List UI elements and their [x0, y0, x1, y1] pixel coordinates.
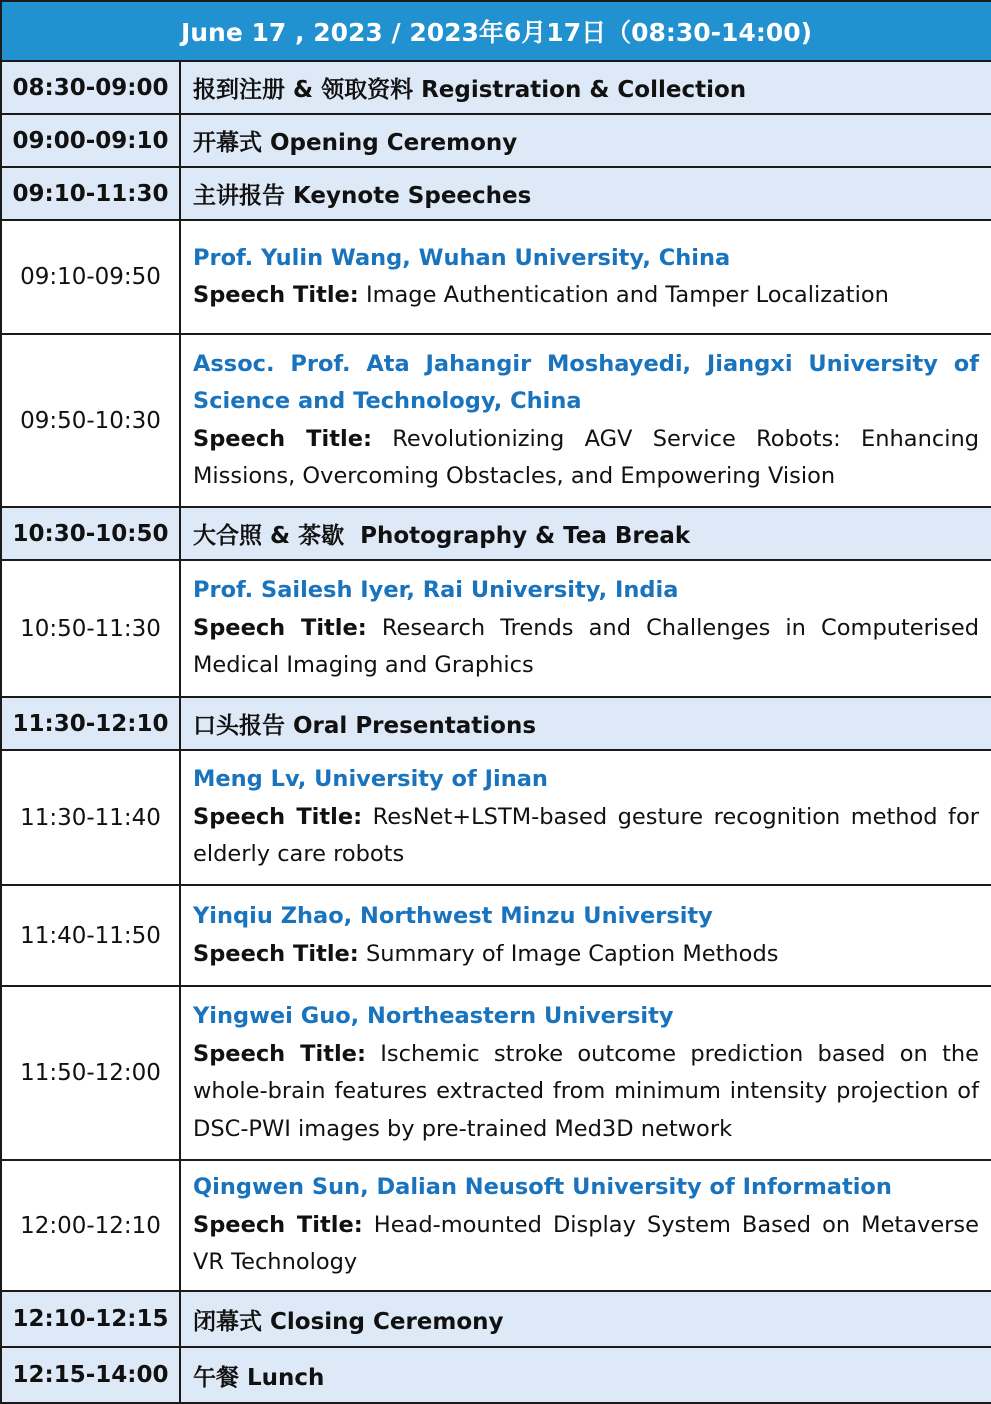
talk-content: [180, 750, 991, 885]
talk-row: [1, 986, 991, 1160]
speech-title: [193, 1036, 979, 1149]
section-title: 口头报告 Oral Presentations: [180, 697, 991, 750]
section-title: 开幕式 Opening Ceremony: [180, 114, 991, 167]
speech-title-text: Research Trends and Challenges in Computerised Medical Imaging and Graphics: [193, 614, 979, 679]
talk-content: [180, 1160, 991, 1291]
section-row: [1, 167, 991, 220]
speech-title-label: Speech Title:: [193, 614, 367, 641]
speech-title: [193, 610, 979, 685]
section-row: [1, 1291, 991, 1347]
time-cell: 12:00-12:10: [1, 1160, 180, 1291]
time-cell: 11:30-11:40: [1, 750, 180, 885]
time-cell: 08:30-09:00: [1, 61, 180, 114]
section-row: [1, 697, 991, 750]
speech-title: [193, 421, 979, 496]
section-title: 闭幕式 Closing Ceremony: [180, 1291, 991, 1347]
time-cell: 10:30-10:50: [1, 507, 180, 560]
header-row: [1, 1, 991, 61]
schedule-date-header: June 17 , 2023 / 2023年6月17日（08:30-14:00): [1, 1, 991, 61]
time-cell: 10:50-11:30: [1, 560, 180, 697]
speech-title-text: ResNet+LSTM-based gesture recognition method for elderly care robots: [193, 803, 979, 868]
speech-title-text: Ischemic stroke outcome prediction based on the whole-brain features extracted from minimum intensity projection of DSC-PWI images by pre-trained Med3D network: [193, 1040, 980, 1142]
time-cell: 09:50-10:30: [1, 334, 180, 507]
speech-title-label: Speech Title:: [193, 940, 359, 967]
section-title: 主讲报告 Keynote Speeches: [180, 167, 991, 220]
speaker-name: Assoc. Prof. Ata Jahangir Moshayedi, Jiangxi University of Science and Technology, China: [193, 350, 979, 414]
speaker-name: Yingwei Guo, Northeastern University: [193, 1003, 674, 1029]
speech-title-label: Speech Title:: [193, 282, 359, 308]
talk-content: [180, 986, 991, 1160]
time-cell: 09:10-11:30: [1, 167, 180, 220]
time-cell: 09:00-09:10: [1, 114, 180, 167]
speech-title: [193, 799, 979, 874]
talk-row: [1, 885, 991, 986]
talk-row: [1, 560, 991, 697]
speech-title-label: Speech Title:: [193, 425, 372, 452]
speaker-name: Yinqiu Zhao, Northwest Minzu University: [193, 903, 713, 929]
speech-title-label: Speech Title:: [193, 1040, 366, 1067]
section-title: 大合照 & 茶歇 Photography & Tea Break: [180, 507, 991, 560]
time-cell: 11:50-12:00: [1, 986, 180, 1160]
speech-title: [193, 1207, 979, 1282]
talk-content: [180, 334, 991, 507]
section-row: [1, 114, 991, 167]
speaker-name: Prof. Sailesh Iyer, Rai University, India: [193, 577, 679, 604]
talk-row: [1, 1160, 991, 1291]
talk-row: [1, 334, 991, 507]
talk-row: [1, 220, 991, 334]
time-cell: 12:10-12:15: [1, 1291, 180, 1347]
talk-content: [180, 220, 991, 334]
time-cell: 11:40-11:50: [1, 885, 180, 986]
section-row: [1, 1347, 991, 1403]
speech-title-label: Speech Title:: [193, 803, 363, 830]
section-title: 午餐 Lunch: [180, 1347, 991, 1403]
speaker-name: Prof. Yulin Wang, Wuhan University, China: [193, 244, 731, 271]
speech-title-label: Speech Title:: [193, 1211, 363, 1238]
speech-title: [193, 277, 979, 315]
section-row: [1, 61, 991, 114]
time-cell: 11:30-12:10: [1, 697, 180, 750]
speaker-name: Qingwen Sun, Dalian Neusoft University of Information: [193, 1174, 892, 1201]
speaker-name: Meng Lv, University of Jinan: [193, 766, 548, 793]
speech-title-text: Image Authentication and Tamper Localization: [365, 282, 889, 308]
talk-content: [180, 885, 991, 986]
talk-row: [1, 750, 991, 885]
speech-title: [193, 936, 979, 974]
section-row: [1, 507, 991, 560]
time-cell: 09:10-09:50: [1, 220, 180, 334]
speech-title-text: Summary of Image Caption Methods: [365, 940, 779, 967]
time-cell: 12:15-14:00: [1, 1347, 180, 1403]
speech-title-text: Head-mounted Display System Based on Metaverse VR Technology: [193, 1211, 979, 1276]
speech-title-text: Revolutionizing AGV Service Robots: Enhancing Missions, Overcoming Obstacles, and Empowering Vision: [193, 425, 979, 489]
section-title: 报到注册 & 领取资料 Registration & Collection: [180, 61, 991, 114]
talk-content: [180, 560, 991, 697]
